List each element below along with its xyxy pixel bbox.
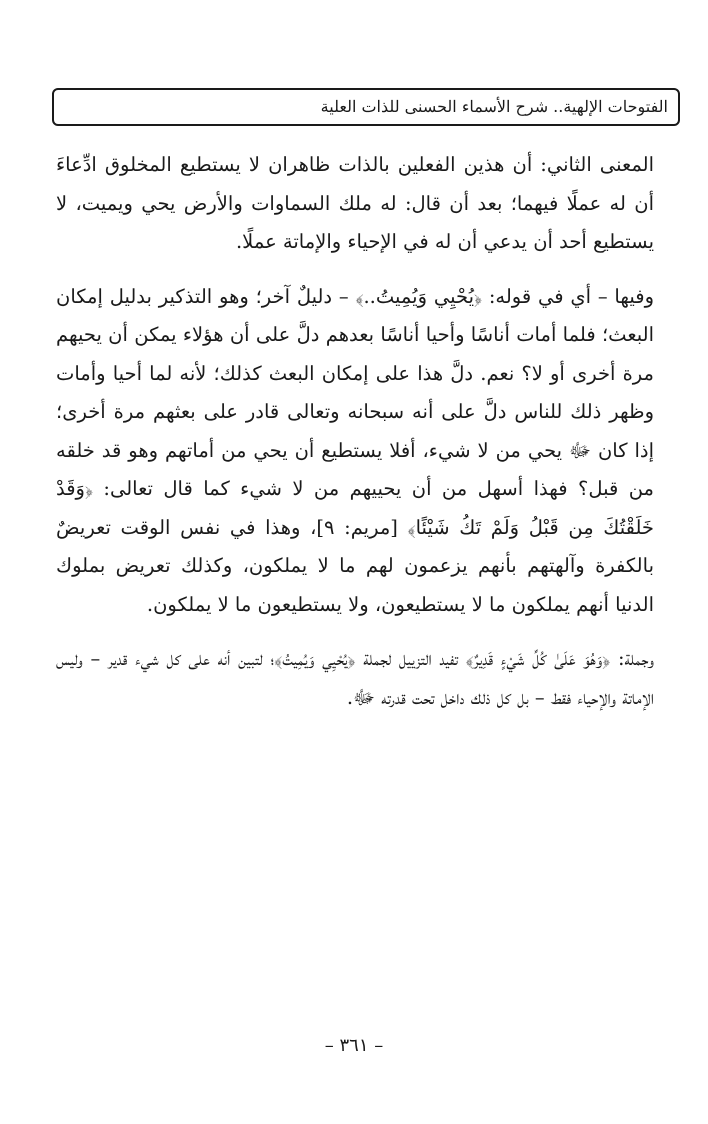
paragraph-1: المعنى الثاني: أن هذين الفعلين بالذات ظاهران لا يستطيع المخلوق ادِّعاءَ أن له عملًا فيهما؛ بعد أن قال: له ملك السماوات والأرض يحي ويميت، لا يستطيع أحد أن يدعي أن له في الإحياء والإماتة عملًا.	[56, 153, 654, 253]
page-number: – ٣٦١ –	[324, 1035, 384, 1056]
paragraph-3: وجملة: ﴿وَهُوَ عَلَىٰ كُلِّ شَيْءٍ قَدِيرٌ﴾ تفيد التزييل لجملة ﴿يُحْيِي وَيُمِيتُ﴾؛ لتبين أنه على كل شيء قدير – وليس الإماتة والإحياء فقط – بل كل ذلك داخل تحت قدرته ﷻ.	[56, 647, 654, 709]
paragraph-2: وفيها – أي في قوله: ﴿يُحْيِي وَيُمِيتُ..﴾ – دليلٌ آخر؛ وهو التذكير بدليل إمكان البعث؛ فلما أمات أناسًا وأحيا أناسًا بعدهم دلَّ على أن هؤلاء يمكن أن يحيهم مرة أخرى أو لا؟ نعم. دلَّ هذا على إمكان البعث كذلك؛ لأنه لما أحيا وأمات وظهر ذلك للناس دلَّ على أنه سبحانه وتعالى قادر على بعثهم مرة أخرى؛ إذا كان ﷻ يحي من لا شيء، أفلا يستطيع أن يحي من أماتهم وهو قد خلقه من قبل؟ فهذا أسهل من أن يحييهم من لا شيء كما قال تعالى: ﴿وَقَدْ خَلَقْتُكَ مِن قَبْلُ وَلَمْ تَكُ شَيْئًا﴾ [مريم: ٩]، وهذا في نفس الوقت تعريضٌ بالكفرة وآلهتهم بأنهم يزعمون لهم ما لا يملكون، وكذلك تعريض بملوك الدنيا أنهم يملكون ما لا يستطيعون، ولا يستطيعون ما لا يملكون.	[56, 284, 654, 616]
page-body	[56, 146, 654, 717]
running-header	[52, 88, 680, 126]
book-title: الفتوحات الإلهية.. شرح الأسماء الحسنى للذات العلية	[320, 97, 668, 116]
